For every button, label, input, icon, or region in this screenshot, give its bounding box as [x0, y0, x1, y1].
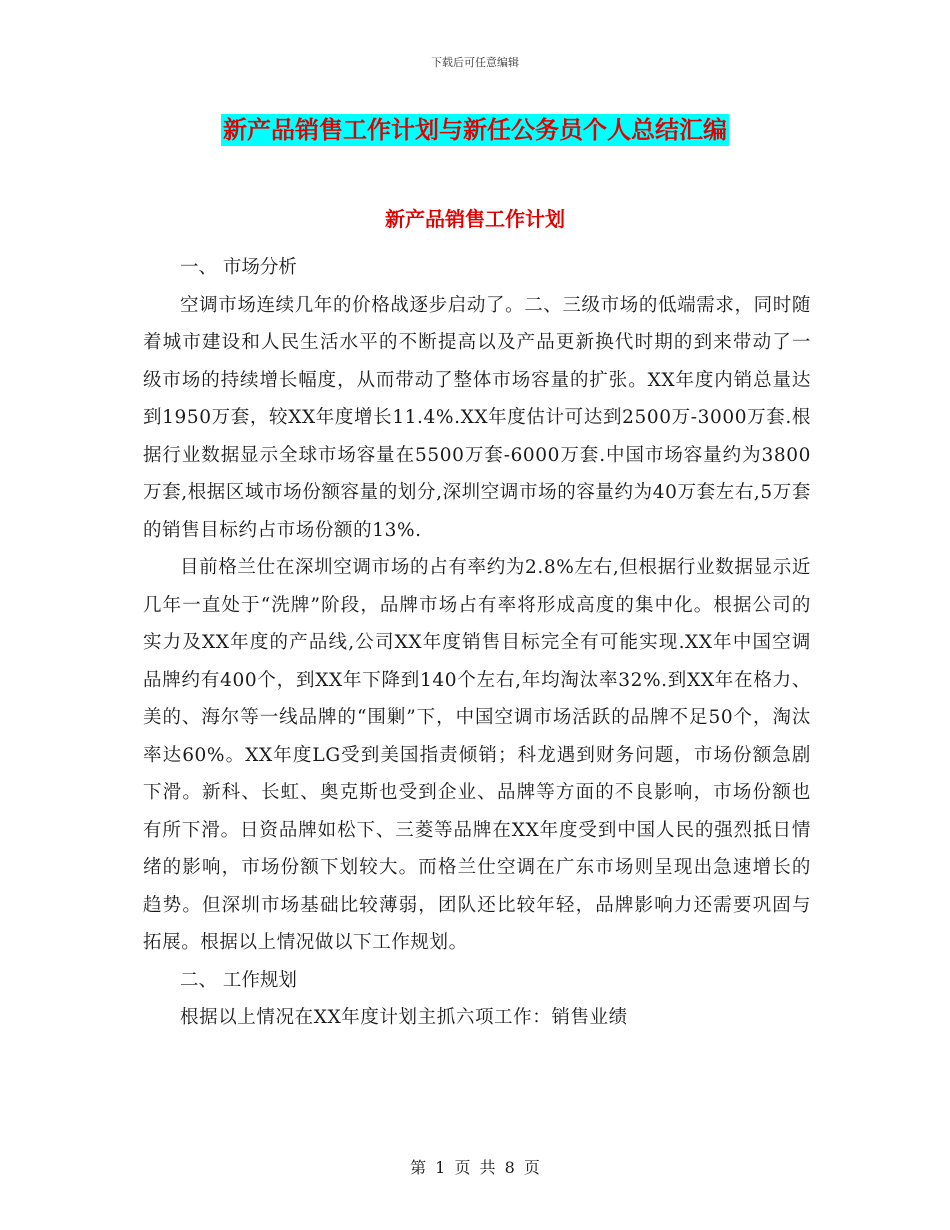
- document-body: [143, 249, 811, 1037]
- section-heading-market-analysis: 一、 市场分析: [180, 257, 297, 278]
- paragraph-market-share: 目前格兰仕在深圳空调市场的占有率约为2.8%左右,但根据行业数据显示近几年一直处于“洗牌”阶段，品牌市场占有率将形成高度的集中化。根据公司的实力及XX年度的产品线,公司XX年度销售目标完全有可能实现.XX年中国空调品牌约有400个，到XX年下降到140个左右,年均淘汰率32%.到XX年在格力、美的、海尔等一线品牌的“围剿”下，中国空调市场活跃的品牌不足50个，淘汰率达60%。XX年度LG受到美国指责倾销；科龙遇到财务问题，市场份额急剧下滑。新科、长虹、奥克斯也受到企业、品牌等方面的不良影响，市场份额也有所下滑。日资品牌如松下、三菱等品牌在XX年度受到中国人民的强烈抵日情绪的影响，市场份额下划较大。而格兰仕空调在广东市场则呈现出急速增长的趋势。但深圳市场基础比较薄弱，团队还比较年轻，品牌影响力还需要巩固与拓展。根据以上情况做以下工作规划。: [143, 557, 811, 953]
- section-title: 新产品销售工作计划: [385, 207, 565, 231]
- page-number: 第 1 页 共 8 页: [410, 1158, 540, 1177]
- page-header: 下载后可任意编辑: [431, 56, 519, 69]
- paragraph-market-overview: 空调市场连续几年的价格战逐步启动了。二、三级市场的低端需求，同时随着城市建设和人民生活水平的不断提高以及产品更新换代时期的到来带动了一级市场的持续增长幅度，从而带动了整体市场容量的扩张。XX年度内销总量达到1950万套，较XX年度增长11.4%.XX年度估计可达到2500万-3000万套.根据行业数据显示全球市场容量在5500万套-6000万套.中国市场容量约为3800万套,根据区域市场份额容量的划分,深圳空调市场的容量约为40万套左右,5万套的销售目标约占市场份额的13%.: [143, 294, 811, 541]
- document-title: 新产品销售工作计划与新任公务员个人总结汇编: [223, 116, 727, 144]
- document-title-block: [0, 114, 950, 146]
- section-heading-work-plan: 二、 工作规划: [180, 969, 297, 991]
- paragraph-work-plan: 根据以上情况在XX年度计划主抓六项工作：销售业绩: [180, 1007, 628, 1028]
